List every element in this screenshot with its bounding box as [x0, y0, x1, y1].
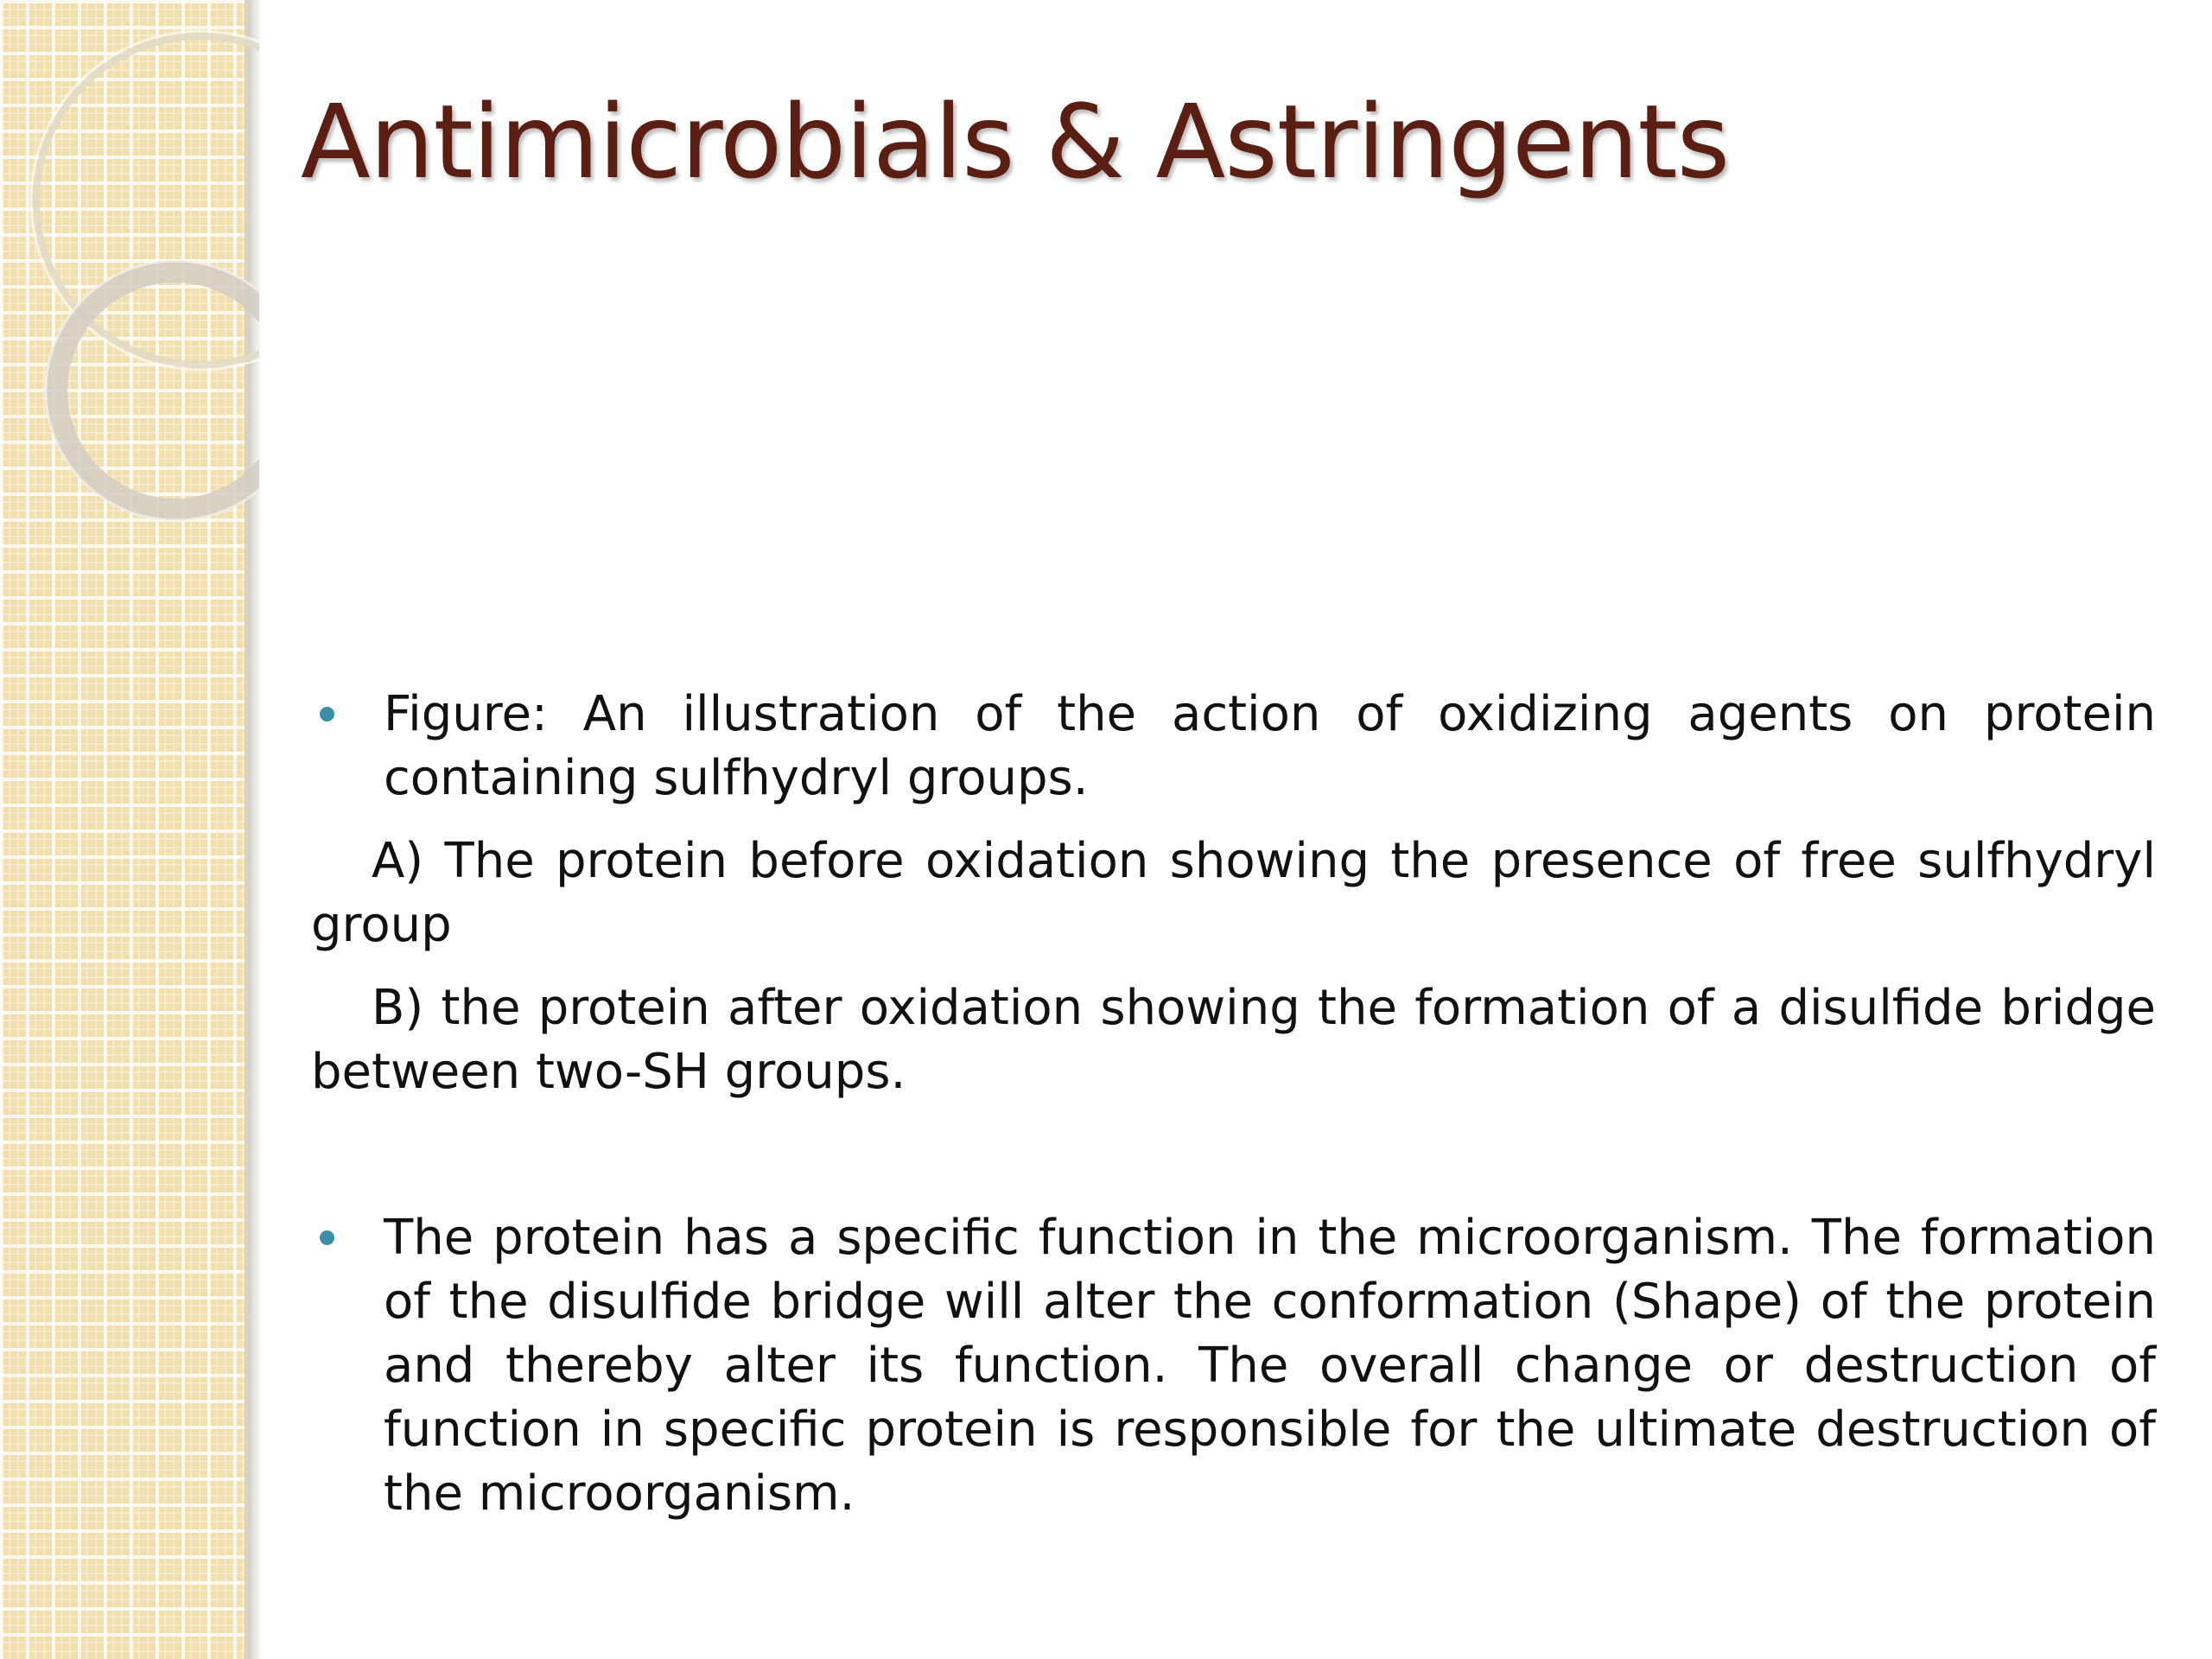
decorative-ring-large-highlight: [31, 31, 259, 370]
decorative-rings: [0, 0, 259, 553]
decorative-ring-small-highlight: [46, 261, 259, 520]
sub-item-b: B) the protein after oxidation showing the formation of a disulfide bridge between two-SH groups.: [311, 980, 2156, 1100]
bullet-item: [311, 683, 2156, 810]
bullet-text: The protein has a specific function in the microorganism. The formation of the disulfide bridge will alter the conformation (Shape) of the protein and thereby alter its function. The overall change or destruction of function in specific protein is responsible for the ultimate destruction of the microorganism.: [384, 1210, 2156, 1522]
decorative-ring-small: [56, 271, 259, 510]
bullet-item: [311, 1206, 2156, 1526]
bullet-dot-icon: [320, 1230, 334, 1245]
slide-body: [311, 683, 2156, 1526]
sub-item-a: A) The protein before oxidation showing the presence of free sulfhydryl group: [311, 833, 2156, 953]
bullet-dot-icon: [320, 707, 334, 721]
bullet-text: Figure: An illustration of the action of oxidizing agents on protein containing sulfhydryl groups.: [384, 686, 2156, 806]
slide-title: Antimicrobials & Astringents: [301, 82, 1730, 201]
